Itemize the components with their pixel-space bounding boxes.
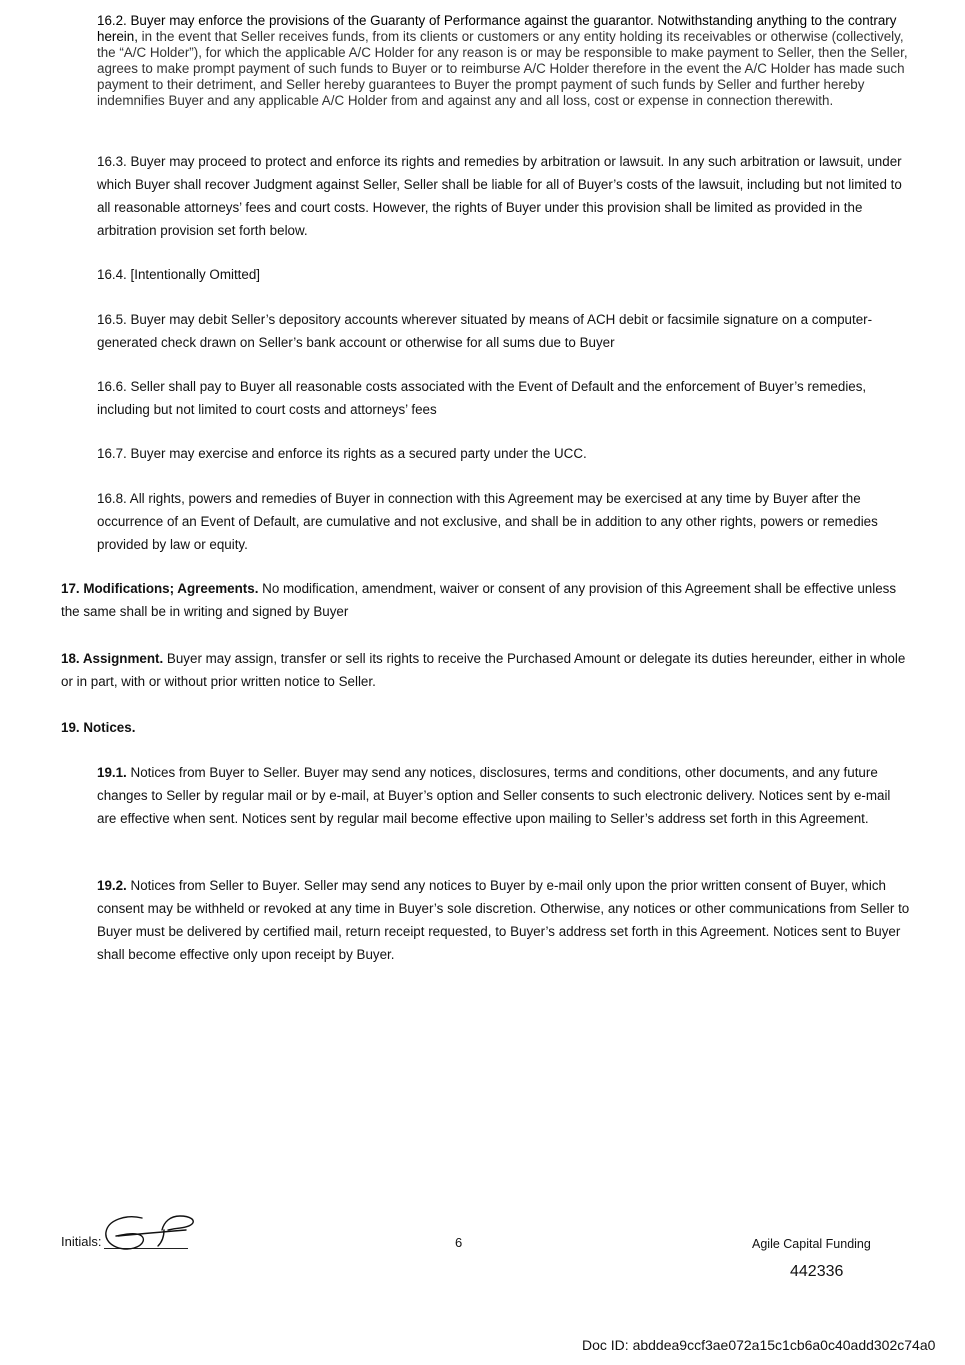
reference-number: 442336 xyxy=(790,1263,844,1280)
section-19-2 xyxy=(97,874,912,966)
section-19-1 xyxy=(97,761,912,830)
section-19-2-heading: 19.2. xyxy=(97,878,127,893)
section-16-4: 16.4. [Intentionally Omitted] xyxy=(97,267,261,282)
section-16-2-body: in the event that Seller receives funds, from its clients or customers or any entity holding its receivables or otherwise (collectively, the “A/C Holder”), for which the applicable A/C Holder for any reason is or may be responsible to make payment to Seller, then the Seller, agrees to make prompt payment of such funds to Buyer or to reimburse A/C Holder therefore in the event the A/C Holder has made such payment to their detriment, and Seller hereby guarantees to Buyer the prompt payment of such funds by Seller and further hereby indemnifies Buyer and any applicable A/C Holder from and against any and all loss, cost or expense in connection therewith. xyxy=(97,29,908,108)
section-18-heading: 18. Assignment. xyxy=(61,651,164,666)
section-18-body: Buyer may assign, transfer or sell its rights to receive the Purchased Amount or delegate its duties hereunder, either in whole or in part, with or without prior written notice to Seller. xyxy=(61,651,906,689)
section-16-3: 16.3. Buyer may proceed to protect and enforce its rights and remedies by arbitration or lawsuit. In any such arbitration or lawsuit, under which Buyer shall recover Judgment against Seller, Seller shall be liable for all of Buyer’s costs of the lawsuit, including but not limited to all reasonable attorneys’ fees and court costs. However, the rights of Buyer under this provision shall be limited as provided in the arbitration provision set forth below. xyxy=(97,154,902,238)
page-number: 6 xyxy=(455,1235,463,1250)
section-16-2 xyxy=(97,13,912,109)
section-17-body: No modification, amendment, waiver or consent of any provision of this Agreement shall be effective unless the same shall be in writing and signed by Buyer xyxy=(61,581,897,619)
section-17 xyxy=(61,577,912,623)
initials-signature xyxy=(104,1208,200,1256)
company-name: Agile Capital Funding xyxy=(752,1237,871,1251)
doc-id: Doc ID: abddea9ccf3ae072a15c1cb6a0c40add302c74a0 xyxy=(582,1337,936,1353)
section-19 xyxy=(61,716,912,739)
section-16-5: 16.5. Buyer may debit Seller’s depository accounts wherever situated by means of ACH debit or facsimile signature on a computer-generated check drawn on Seller’s bank account or otherwise for all sums due to Buyer xyxy=(97,312,873,350)
section-17-heading: 17. Modifications; Agreements. xyxy=(61,581,259,596)
section-19-1-heading: 19.1. xyxy=(97,765,127,780)
section-16-6: 16.6. Seller shall pay to Buyer all reasonable costs associated with the Event of Default and the enforcement of Buyer’s remedies, including but not limited to court costs and attorneys’ fees xyxy=(97,379,867,417)
section-19-1-body: Notices from Buyer to Seller. Buyer may send any notices, disclosures, terms and conditions, other documents, and any future changes to Seller by regular mail or by e-mail, at Buyer’s option and Seller consents to such electronic delivery. Notices sent by e-mail are effective when sent. Notices sent by regular mail become effective upon mailing to Seller’s address set forth in this Agreement. xyxy=(97,765,891,826)
section-19-heading: 19. Notices. xyxy=(61,720,136,735)
section-18 xyxy=(61,647,912,693)
section-16-7: 16.7. Buyer may exercise and enforce its rights as a secured party under the UCC. xyxy=(97,446,587,461)
initials-label: Initials: xyxy=(61,1234,102,1249)
section-16-2-lead: 16.2. Buyer may enforce the provisions of the Guaranty of Performance against the guarantor. Notwithstanding anything to the contrary herein, xyxy=(97,13,897,44)
section-16-8: 16.8. All rights, powers and remedies of Buyer in connection with this Agreement may be exercised at any time by Buyer after the occurrence of an Event of Default, are cumulative and not exclusive, and shall be in addition to any other rights, powers or remedies provided by law or equity. xyxy=(97,491,878,552)
section-19-2-body: Notices from Seller to Buyer. Seller may send any notices to Buyer by e-mail only upon the prior written consent of Buyer, which consent may be withheld or revoked at any time in Buyer’s sole discretion. Otherwise, any notices or other communications from Seller to Buyer must be delivered by certified mail, return receipt requested, to Buyer’s address set forth in this Agreement. Notices sent to Buyer shall become effective only upon receipt by Buyer. xyxy=(97,878,910,962)
